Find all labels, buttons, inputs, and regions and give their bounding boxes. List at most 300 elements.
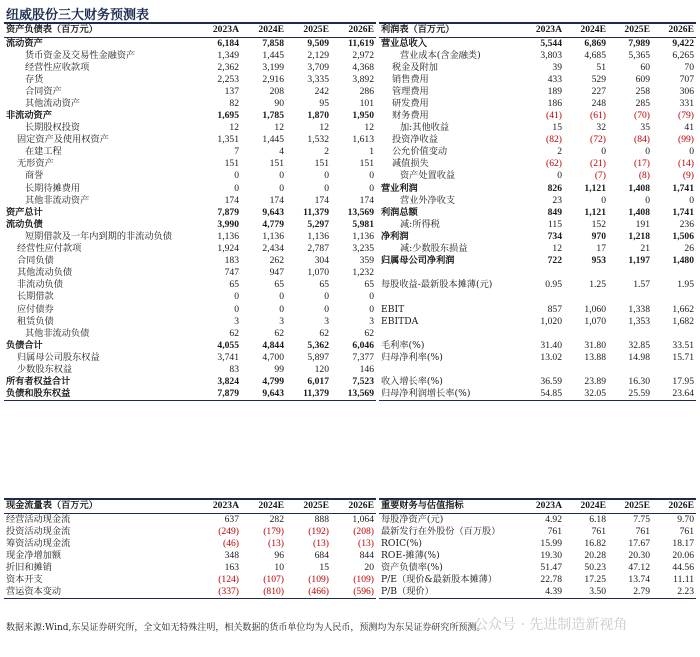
- cell-value: 0: [369, 170, 374, 182]
- cell-value: 174: [224, 194, 239, 206]
- table-row: [379, 219, 696, 231]
- cell-value: 44.56: [672, 561, 694, 573]
- table-row: [379, 538, 696, 550]
- cell-value: (21): [590, 158, 606, 170]
- cell-value: 1,351: [217, 134, 239, 146]
- cell-value: 2,787: [307, 243, 329, 255]
- table-row: [379, 526, 696, 538]
- cell-value: [564, 267, 608, 279]
- valuation-metrics-table: [379, 498, 696, 599]
- cell-value: (109): [308, 573, 329, 585]
- cell-value: 0: [645, 194, 650, 206]
- cell-value: 4,368: [352, 61, 374, 73]
- row-label: 管理费用: [392, 85, 429, 97]
- table-row: [379, 574, 696, 586]
- cell-value: [608, 364, 652, 376]
- cell-value: 6,017: [307, 376, 329, 388]
- cell-value: [520, 267, 564, 279]
- cell-value: 1,695: [217, 110, 239, 122]
- row-label: 资本开支: [6, 573, 43, 585]
- cell-value: 5,544: [540, 37, 562, 49]
- cell-value: 13.74: [628, 573, 650, 585]
- cell-value: 1,408: [628, 182, 650, 194]
- cell-value: 5,981: [352, 218, 374, 230]
- cell-value: 227: [591, 85, 606, 97]
- cell-value: 15.99: [540, 537, 562, 549]
- cell-value: [564, 328, 608, 340]
- cell-value: 183: [224, 255, 239, 267]
- cell-value: 3: [234, 315, 239, 327]
- cell-value: 761: [679, 525, 694, 537]
- table-row: [379, 195, 696, 207]
- table-row: [4, 158, 376, 170]
- cell-value: 761: [591, 525, 606, 537]
- row-label: [379, 291, 520, 303]
- cell-value: (107): [263, 573, 284, 585]
- page-title: 纽威股份三大财务预测表: [6, 8, 150, 23]
- table-row: [4, 74, 376, 86]
- table-row: [379, 255, 696, 267]
- cell-value: 17.25: [584, 573, 606, 585]
- cell-value: (13): [358, 537, 374, 549]
- table-title: 资产负债表（百万元）: [4, 23, 196, 37]
- row-label: 经营性应收款项: [25, 61, 90, 73]
- cell-value: 722: [547, 255, 562, 267]
- cell-value: (72): [590, 134, 606, 146]
- cell-value: 1: [369, 146, 374, 158]
- table-row: [379, 50, 696, 62]
- cell-value: 62: [319, 327, 329, 339]
- row-label: 资产总计: [6, 206, 43, 218]
- row-label: 毛利率(%): [381, 339, 425, 351]
- cell-value: 11,379: [303, 206, 329, 218]
- cell-value: 3.50: [564, 586, 608, 599]
- row-label: 公允价值变动: [392, 146, 448, 158]
- cell-value: 286: [359, 85, 374, 97]
- cell-value: 39: [552, 61, 562, 73]
- table-row: [4, 50, 376, 62]
- table-row: [379, 388, 696, 401]
- cell-value: 4.92: [545, 513, 562, 525]
- cell-value: 25.59: [608, 388, 652, 401]
- cell-value: 65: [274, 279, 284, 291]
- cell-value: 6,184: [217, 37, 239, 49]
- cell-value: 761: [547, 525, 562, 537]
- row-label: 商誉: [25, 170, 44, 182]
- row-label: 归属母公司净利润: [381, 255, 455, 267]
- row-label: 归母净利润增长率(%): [379, 388, 520, 401]
- row-label: 长期股权投资: [25, 122, 81, 134]
- table-row: [379, 328, 696, 340]
- cell-value: 1,741: [672, 206, 694, 218]
- table-title: 重要财务与估值指标: [379, 499, 520, 513]
- cell-value: 5,897: [307, 351, 329, 363]
- cell-value: 258: [635, 85, 650, 97]
- cell-value: 970: [591, 230, 606, 242]
- cell-value: 0: [369, 182, 374, 194]
- cell-value: 0: [324, 182, 329, 194]
- year-header: 2025E: [608, 499, 652, 513]
- cell-value: 32.05: [564, 388, 608, 401]
- row-label: 归属母公司股东权益: [17, 351, 100, 363]
- cell-value: 734: [547, 230, 562, 242]
- cell-value: 4,700: [262, 351, 284, 363]
- row-label: 应付债券: [17, 303, 54, 315]
- cell-value: 3,709: [307, 61, 329, 73]
- row-label: 研发费用: [392, 97, 429, 109]
- table-row: [379, 207, 696, 219]
- cell-value: 17.95: [672, 376, 694, 388]
- cell-value: (466): [286, 586, 331, 599]
- cell-value: 0: [601, 194, 606, 206]
- cell-value: 13.88: [584, 351, 606, 363]
- cell-value: 0: [234, 182, 239, 194]
- cell-value: 0: [557, 170, 562, 182]
- cell-value: 13.02: [540, 351, 562, 363]
- cell-value: 1,445: [262, 134, 284, 146]
- cell-value: [608, 291, 652, 303]
- cell-value: 5,365: [628, 49, 650, 61]
- cell-value: 186: [547, 97, 562, 109]
- table-row: [379, 183, 696, 195]
- cell-value: (810): [241, 586, 286, 599]
- row-label: 其他流动负债: [17, 267, 73, 279]
- row-label: 财务费用: [392, 110, 429, 122]
- cell-value: 236: [679, 218, 694, 230]
- cell-value: 747: [224, 267, 239, 279]
- cell-value: (70): [634, 110, 650, 122]
- table-row: [379, 586, 696, 599]
- year-header: 2024E: [564, 23, 608, 37]
- cell-value: 151: [359, 158, 374, 170]
- cell-value: 348: [224, 549, 239, 561]
- cell-value: (192): [308, 525, 329, 537]
- cell-value: 2,253: [217, 73, 239, 85]
- table-row: [4, 231, 376, 243]
- cell-value: 120: [314, 363, 329, 375]
- cell-value: (62): [546, 158, 562, 170]
- cell-value: 3,235: [352, 243, 374, 255]
- cell-value: 65: [364, 279, 374, 291]
- cell-value: 1,218: [628, 230, 650, 242]
- cell-value: 137: [224, 85, 239, 97]
- year-header: 2025E: [286, 499, 331, 513]
- table-header-row: [4, 499, 376, 513]
- table-row: [4, 316, 376, 328]
- cell-value: [652, 267, 696, 279]
- row-label: 短期借款及一年内到期的非流动负债: [25, 230, 172, 242]
- cell-value: 96: [274, 549, 284, 561]
- row-label: 在建工程: [25, 146, 62, 158]
- cell-value: 3,335: [307, 73, 329, 85]
- table-row: [379, 562, 696, 574]
- cell-value: 11.11: [673, 573, 694, 585]
- row-label: 负债和股东权益: [4, 388, 196, 401]
- cell-value: 2: [324, 146, 329, 158]
- cell-value: 51: [596, 61, 606, 73]
- table-row: [379, 316, 696, 328]
- table-row: [4, 195, 376, 207]
- cell-value: 888: [314, 513, 329, 525]
- cell-value: 151: [224, 158, 239, 170]
- row-label: 最新发行在外股份（百万股）: [381, 525, 501, 537]
- table-row: [4, 267, 376, 279]
- row-label: 营业利润: [381, 182, 418, 194]
- cell-value: 14.98: [628, 351, 650, 363]
- cell-value: 953: [591, 255, 606, 267]
- cell-value: (82): [546, 134, 562, 146]
- table-row: [4, 538, 376, 550]
- row-label: 流动负债: [6, 218, 43, 230]
- cell-value: 208: [269, 85, 284, 97]
- cell-value: 62: [229, 327, 239, 339]
- cell-value: 7,879: [217, 206, 239, 218]
- cell-value: 1,785: [262, 110, 284, 122]
- row-label: P/E（现价&最新股本摊薄）: [381, 573, 498, 585]
- cell-value: 3,741: [217, 351, 239, 363]
- table-header-row: [379, 499, 696, 513]
- table-row: [379, 279, 696, 291]
- cell-value: 857: [547, 303, 562, 315]
- cell-value: 1,480: [672, 255, 694, 267]
- cell-value: 189: [547, 85, 562, 97]
- cell-value: 3: [369, 315, 374, 327]
- cell-value: 12: [319, 122, 329, 134]
- cell-value: 2.23: [652, 586, 696, 599]
- cell-value: 51.47: [540, 561, 562, 573]
- cell-value: [608, 267, 652, 279]
- cell-value: 1,064: [352, 513, 374, 525]
- cell-value: 9.70: [677, 513, 694, 525]
- cell-value: 0: [324, 291, 329, 303]
- cell-value: 0: [324, 170, 329, 182]
- year-header: 2023A: [520, 499, 564, 513]
- cell-value: 16.82: [584, 537, 606, 549]
- year-header: 2026E: [652, 23, 696, 37]
- cell-value: (61): [590, 110, 606, 122]
- cell-value: 0: [369, 303, 374, 315]
- cell-value: 4,055: [217, 339, 239, 351]
- cell-value: 0: [324, 303, 329, 315]
- cell-value: (13): [313, 537, 329, 549]
- cell-value: 1,121: [584, 206, 606, 218]
- row-label: 减值损失: [392, 158, 429, 170]
- row-label: 营业外净收支: [400, 194, 456, 206]
- cell-value: 3,824: [217, 376, 239, 388]
- year-header: 2023A: [196, 499, 241, 513]
- year-header: 2026E: [652, 499, 696, 513]
- table-row: [4, 134, 376, 146]
- cell-value: 20.28: [584, 549, 606, 561]
- cell-value: 151: [314, 158, 329, 170]
- row-label: 非流动负债: [17, 279, 63, 291]
- table-row: [379, 134, 696, 146]
- row-label: 投资活动现金流: [6, 525, 71, 537]
- table-row: [4, 388, 376, 401]
- row-label: 每股净资产(元): [381, 513, 444, 525]
- cell-value: 242: [314, 85, 329, 97]
- table-row: [379, 110, 696, 122]
- row-label: 所有者权益合计: [6, 376, 71, 388]
- cell-value: 2,129: [307, 49, 329, 61]
- table-row: [4, 376, 376, 388]
- row-label: 租赁负债: [17, 315, 54, 327]
- cell-value: 1,924: [217, 243, 239, 255]
- row-label: 减:所得税: [400, 218, 440, 230]
- row-label: 筹资活动现金流: [6, 537, 71, 549]
- table-row: [4, 303, 376, 315]
- table-row: [379, 267, 696, 279]
- row-label: 其他非流动资产: [25, 194, 90, 206]
- cell-value: 20.30: [628, 549, 650, 561]
- row-label: [379, 267, 520, 279]
- cell-value: 0: [601, 146, 606, 158]
- cell-value: 12: [229, 122, 239, 134]
- cell-value: 1,950: [352, 110, 374, 122]
- table-row: [379, 364, 696, 376]
- cell-value: 4,844: [262, 339, 284, 351]
- cell-value: 1,349: [217, 49, 239, 61]
- row-label: 利润总额: [381, 206, 418, 218]
- table-row: [4, 574, 376, 586]
- cell-value: 1,020: [540, 315, 562, 327]
- year-header: 2026E: [331, 499, 376, 513]
- cell-value: 1.95: [677, 279, 694, 291]
- cell-value: 6,265: [672, 49, 694, 61]
- cell-value: 33.51: [672, 339, 694, 351]
- row-label: EBITDA: [381, 315, 419, 327]
- cell-value: 947: [269, 267, 284, 279]
- table-row: [379, 303, 696, 315]
- row-label: 经营活动现金流: [6, 513, 71, 525]
- cell-value: 22.78: [540, 573, 562, 585]
- cell-value: 7,879: [196, 388, 241, 401]
- cell-value: 191: [635, 218, 650, 230]
- cell-value: 1,121: [584, 182, 606, 194]
- cell-value: 15: [552, 122, 562, 134]
- cell-value: 1,136: [217, 230, 239, 242]
- cell-value: 4,779: [262, 218, 284, 230]
- table-row: [379, 86, 696, 98]
- cell-value: 1,532: [307, 134, 329, 146]
- cell-value: 65: [229, 279, 239, 291]
- row-label: 资产负债率(%): [381, 561, 443, 573]
- year-header: 2023A: [520, 23, 564, 37]
- cell-value: 2: [557, 146, 562, 158]
- income-statement-table: [379, 22, 696, 401]
- cell-value: 331: [679, 97, 694, 109]
- cell-value: (46): [223, 537, 239, 549]
- row-label: 净利润: [381, 230, 409, 242]
- table-row: [4, 255, 376, 267]
- row-label: EBIT: [381, 303, 405, 315]
- table-row: [4, 146, 376, 158]
- cell-value: [520, 328, 564, 340]
- cell-value: 23: [552, 194, 562, 206]
- table-row: [379, 62, 696, 74]
- table-row: [4, 62, 376, 74]
- table-row: [379, 170, 696, 182]
- table-header-row: [379, 23, 696, 37]
- table-row: [4, 110, 376, 122]
- cell-value: 65: [319, 279, 329, 291]
- cell-value: 1,136: [352, 230, 374, 242]
- cell-value: 99: [274, 363, 284, 375]
- cell-value: 0: [234, 170, 239, 182]
- cell-value: 282: [269, 513, 284, 525]
- cell-value: 31.40: [540, 339, 562, 351]
- cell-value: 1,445: [262, 49, 284, 61]
- year-header: 2024E: [564, 499, 608, 513]
- cell-value: 1,136: [307, 230, 329, 242]
- cell-value: 32.85: [628, 339, 650, 351]
- row-label: 每股收益-最新股本摊薄(元): [381, 279, 493, 291]
- cell-value: 306: [679, 85, 694, 97]
- cell-value: (17): [634, 158, 650, 170]
- cell-value: 609: [635, 73, 650, 85]
- cell-value: 17.67: [628, 537, 650, 549]
- row-label: P/B（现价）: [379, 586, 520, 599]
- cell-value: 83: [229, 363, 239, 375]
- row-label: 收入增长率(%): [381, 376, 443, 388]
- table-row: [4, 562, 376, 574]
- cell-value: 7,377: [352, 351, 374, 363]
- cell-value: 7: [234, 146, 239, 158]
- cell-value: 1,506: [672, 230, 694, 242]
- table-row: [4, 86, 376, 98]
- row-label: 存货: [25, 73, 44, 85]
- cell-value: (208): [353, 525, 374, 537]
- cell-value: (84): [634, 134, 650, 146]
- cell-value: 5,297: [307, 218, 329, 230]
- cell-value: 707: [679, 73, 694, 85]
- cell-value: 10: [274, 561, 284, 573]
- cell-value: 101: [359, 97, 374, 109]
- cell-value: 0.95: [545, 279, 562, 291]
- cell-value: 54.85: [520, 388, 564, 401]
- table-row: [4, 328, 376, 340]
- cell-value: 17: [596, 243, 606, 255]
- cell-value: 1,232: [352, 267, 374, 279]
- table-row: [379, 74, 696, 86]
- cell-value: [652, 328, 696, 340]
- row-label: 营业总收入: [381, 37, 427, 49]
- row-label: 投资净收益: [392, 134, 438, 146]
- cell-value: 1,060: [584, 303, 606, 315]
- cell-value: 0: [234, 303, 239, 315]
- cell-value: 7,523: [352, 376, 374, 388]
- cell-value: 62: [364, 327, 374, 339]
- table-title: 现金流量表（百万元）: [4, 499, 196, 513]
- row-label: 长期借款: [17, 291, 54, 303]
- cell-value: 82: [229, 97, 239, 109]
- cell-value: 21: [640, 243, 650, 255]
- row-label: 折旧和摊销: [6, 561, 52, 573]
- row-label: 货币资金及交易性金融资产: [25, 49, 136, 61]
- row-label: 归母净利率(%): [381, 351, 443, 363]
- cell-value: [520, 364, 564, 376]
- cell-value: 1,662: [672, 303, 694, 315]
- cell-value: 3,199: [262, 61, 284, 73]
- cell-value: 2.79: [608, 586, 652, 599]
- cell-value: 151: [269, 158, 284, 170]
- cell-value: 849: [547, 206, 562, 218]
- cell-value: 0: [279, 170, 284, 182]
- cell-value: 31.80: [584, 339, 606, 351]
- cell-value: 2,972: [352, 49, 374, 61]
- cell-value: 11,379: [286, 388, 331, 401]
- table-row: [4, 513, 376, 526]
